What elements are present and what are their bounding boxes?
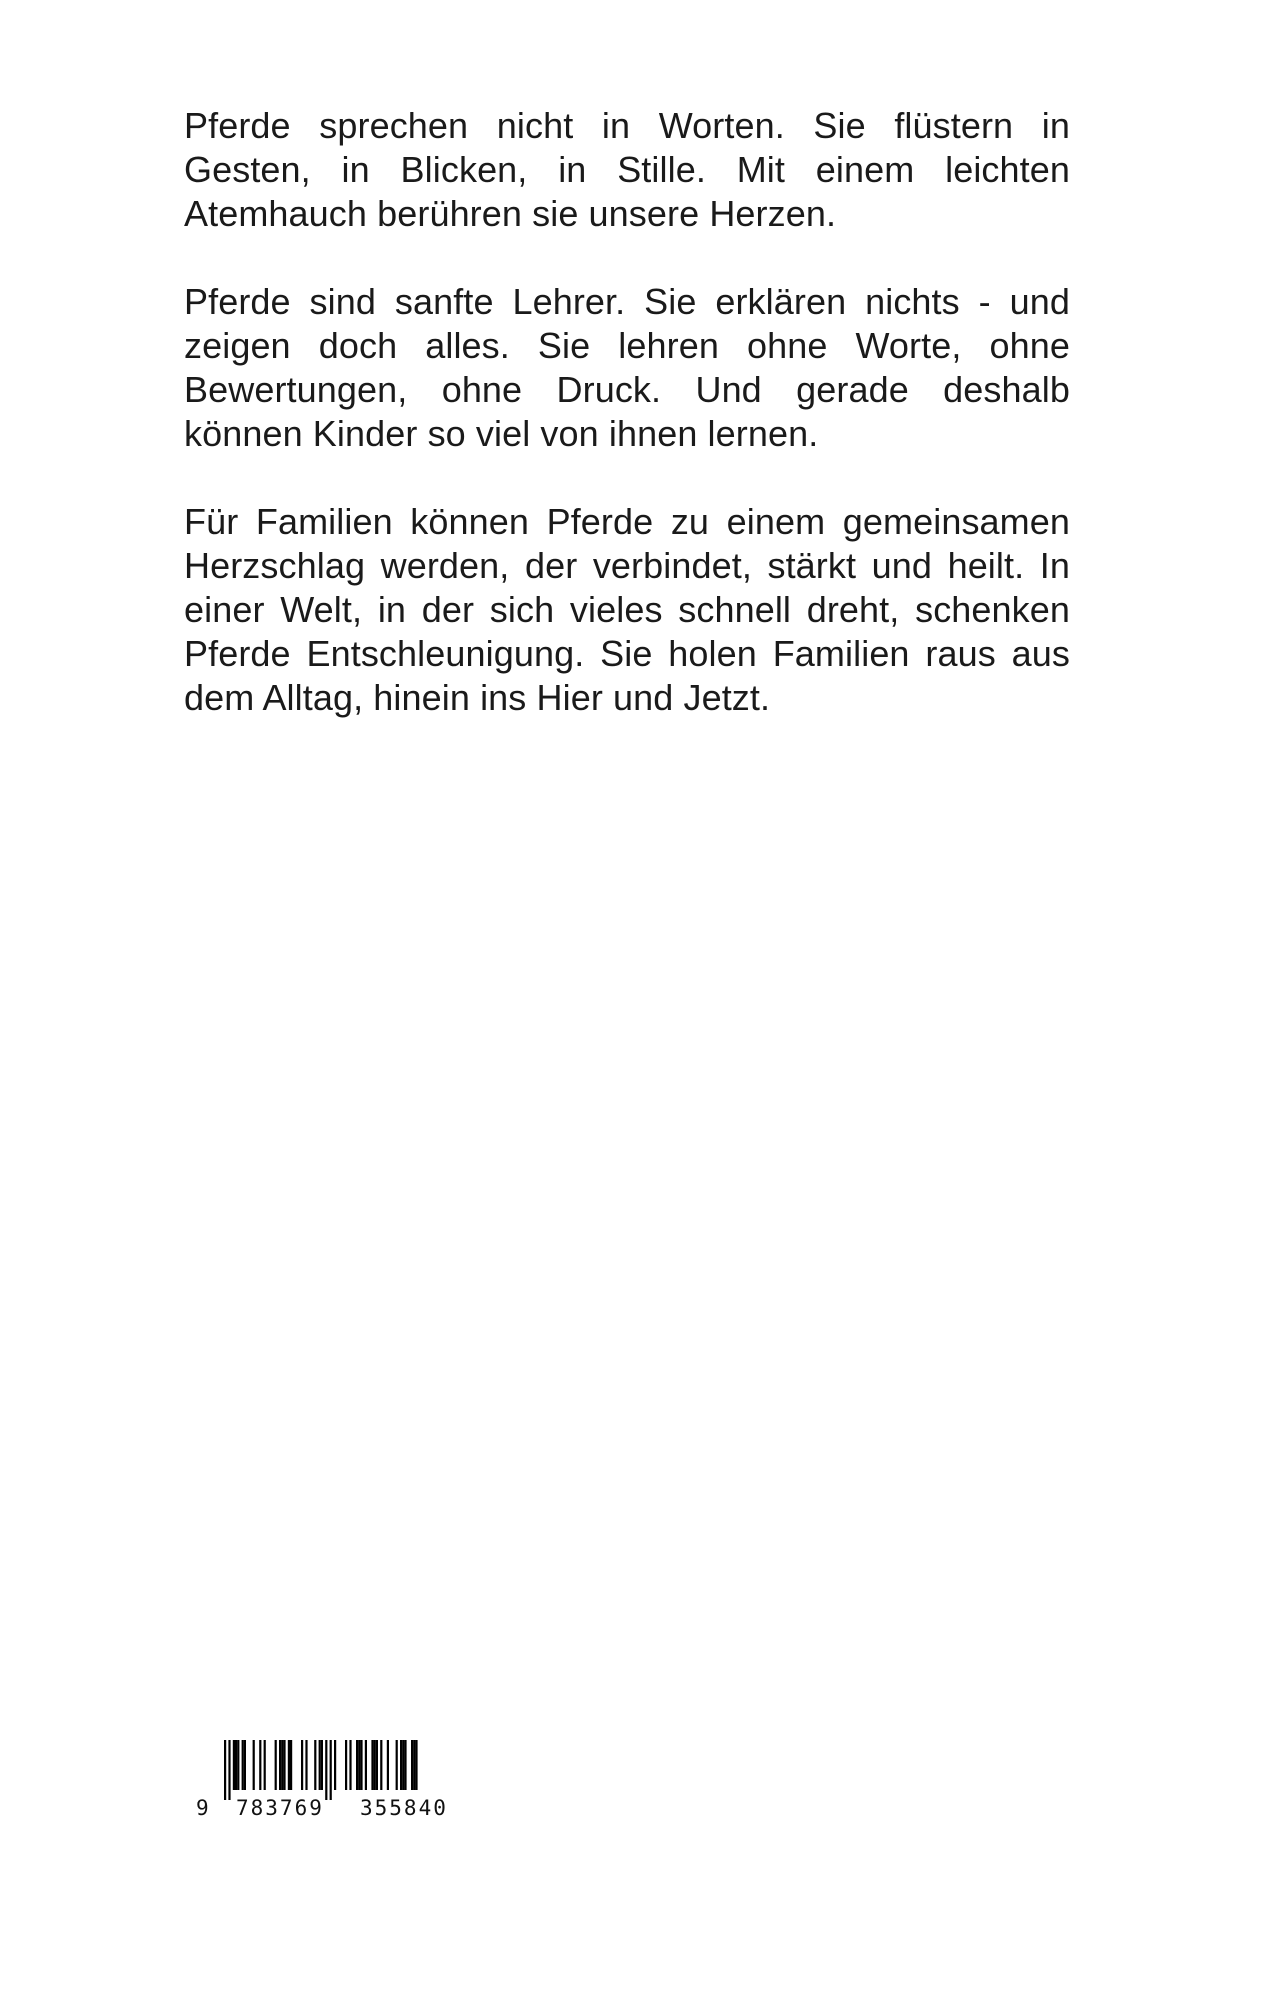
- barcode-digits: [190, 1796, 490, 1826]
- barcode-bar: [275, 1740, 277, 1790]
- barcode-bar: [233, 1740, 235, 1790]
- barcode-bar: [402, 1740, 404, 1790]
- barcode-left-group: 783769: [236, 1796, 324, 1820]
- barcode-bar: [360, 1740, 362, 1790]
- barcode-bar: [413, 1740, 415, 1790]
- barcode-bar: [288, 1740, 290, 1790]
- barcode-bar: [264, 1740, 266, 1790]
- paragraph-2: Pferde sind sanfte Lehrer. Sie erklären nichts - und zeigen doch alles. Sie lehren ohne Worte, ohne Bewertungen, ohne Druck. Und gerade deshalb können Kinder so viel von ihnen lernen.: [184, 281, 1070, 454]
- barcode-bar: [290, 1740, 292, 1790]
- barcode-right-group: 355840: [360, 1796, 448, 1820]
- back-cover-text: [184, 104, 1070, 764]
- isbn-barcode: [190, 1740, 490, 1830]
- barcode-bar: [345, 1740, 347, 1790]
- barcode-bar: [349, 1740, 351, 1790]
- barcode-bar: [380, 1740, 382, 1790]
- barcode-bar: [253, 1740, 255, 1790]
- barcode-bar: [237, 1740, 239, 1790]
- barcode-bar: [387, 1740, 389, 1790]
- barcode-bar: [305, 1740, 307, 1790]
- paragraph-3: Für Familien können Pferde zu einem gemeinsamen Herzschlag werden, der verbindet, stärkt und heilt. In einer Welt, in der sich vieles schnell dreht, schenken Pferde Entschleunigung. Sie holen Familien raus aus dem Alltag, hinein ins Hier und Jetzt.: [184, 501, 1070, 718]
- barcode-bar: [376, 1740, 378, 1790]
- barcode-bar: [301, 1740, 303, 1790]
- barcode-bar: [321, 1740, 323, 1790]
- barcode-bar: [242, 1740, 244, 1790]
- barcode-bar: [228, 1740, 230, 1800]
- barcode-bar: [400, 1740, 402, 1790]
- barcode-bar: [404, 1740, 406, 1790]
- barcode-bar: [411, 1740, 413, 1790]
- barcode-bar: [319, 1740, 321, 1790]
- barcode-bar: [235, 1740, 237, 1790]
- barcode-bar: [244, 1740, 246, 1790]
- barcode-bar: [334, 1740, 336, 1790]
- barcode-bar: [371, 1740, 373, 1790]
- barcode-bar: [314, 1740, 316, 1790]
- barcode-bar: [224, 1740, 226, 1800]
- barcode-bar: [325, 1740, 327, 1800]
- paragraph-1: Pferde sprechen nicht in Worten. Sie flüstern in Gesten, in Blicken, in Stille. Mit einem leichten Atemhauch berühren sie unsere Herzen.: [184, 105, 1070, 234]
- barcode-bar: [259, 1740, 261, 1790]
- barcode-lead-digit: 9: [196, 1796, 209, 1820]
- barcode-bars: [224, 1740, 420, 1800]
- barcode-bar: [396, 1740, 398, 1790]
- barcode-bar: [281, 1740, 283, 1790]
- barcode-bar: [279, 1740, 281, 1790]
- barcode-bar: [374, 1740, 376, 1790]
- barcode-bar: [283, 1740, 285, 1790]
- barcode-bar: [365, 1740, 367, 1790]
- barcode-bar: [358, 1740, 360, 1790]
- barcode-bar: [330, 1740, 332, 1800]
- barcode-bar: [415, 1740, 417, 1790]
- barcode-bar: [356, 1740, 358, 1790]
